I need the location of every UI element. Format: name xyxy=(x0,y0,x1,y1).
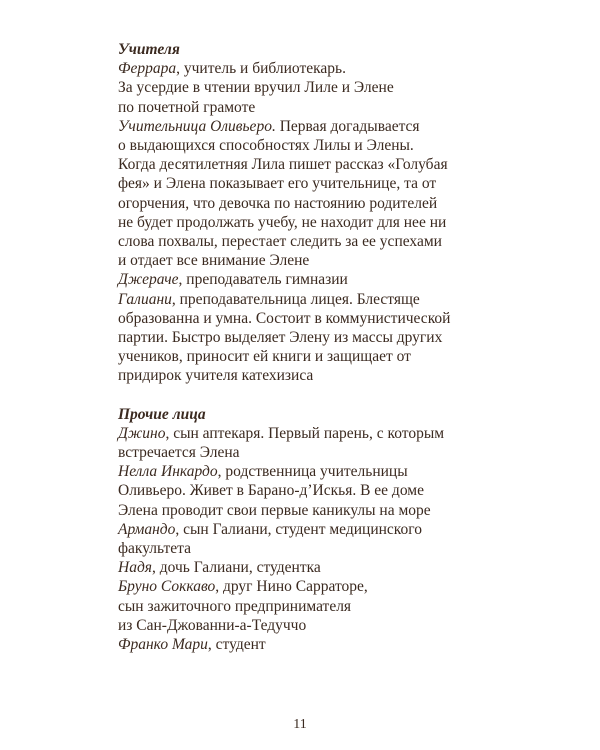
line-text: факультета xyxy=(118,540,192,558)
line-text: сын зажиточного предпринимателя xyxy=(118,597,352,615)
character-name: Надя xyxy=(118,559,152,577)
line-text: образованна и умна. Состоит в коммунистической xyxy=(118,309,451,327)
line-text: , родственница учительницы xyxy=(217,463,408,481)
line-text: придирок учителя катехизиса xyxy=(118,367,314,385)
text-line xyxy=(118,501,558,520)
text-line xyxy=(118,78,558,97)
line-text: и отдает все внимание Элене xyxy=(118,252,310,270)
text-line xyxy=(118,251,558,270)
line-text: Когда десятилетняя Лила пишет рассказ «Голубая xyxy=(118,156,448,174)
line-text: , преподаватель гимназии xyxy=(178,271,348,289)
character-name: Джераче xyxy=(118,271,179,289)
page-content xyxy=(118,40,558,654)
section-teachers xyxy=(118,40,558,386)
page-number: 11 xyxy=(293,717,307,732)
line-text: , студент xyxy=(207,636,266,654)
section-heading: Прочие лица xyxy=(118,405,206,423)
text-line xyxy=(118,213,558,232)
line-text: , друг Нино Сарраторе, xyxy=(215,578,368,596)
line-text: учеников, приносит ей книги и защищает от xyxy=(118,348,411,366)
section-other-persons xyxy=(118,405,558,655)
text-line xyxy=(118,117,558,136)
text-line xyxy=(118,443,558,462)
text-line xyxy=(118,347,558,366)
line-text: За усердие в чтении вручил Лиле и Элене xyxy=(118,79,394,97)
text-line xyxy=(118,194,558,213)
text-line xyxy=(118,539,558,558)
character-name: Галиани xyxy=(118,290,172,308)
text-line xyxy=(118,270,558,289)
character-name: Франко Мари xyxy=(118,636,208,654)
text-line xyxy=(118,174,558,193)
text-line xyxy=(118,481,558,500)
line-text: по почетной грамоте xyxy=(118,98,256,116)
line-text: о выдающихся способностях Лилы и Элены. xyxy=(118,137,414,155)
character-name: Бруно Соккаво xyxy=(118,578,216,596)
line-text: огорчения, что девочка по настоянию родителей xyxy=(118,194,438,212)
line-text: Элена проводит свои первые каникулы на море xyxy=(118,501,431,519)
line-text: партии. Быстро выделяет Элену из массы других xyxy=(118,329,443,347)
section-heading: Учителя xyxy=(118,41,180,58)
line-text: Первая догадывается xyxy=(275,117,420,135)
character-name: Учительница Оливьеро. xyxy=(118,117,276,135)
text-line xyxy=(118,136,558,155)
character-name: Армандо xyxy=(118,520,176,538)
text-line xyxy=(118,577,558,596)
line-text: , дочь Галиани, студентка xyxy=(152,559,321,577)
line-text: , сын Галиани, студент медицинского xyxy=(175,520,423,538)
text-line xyxy=(118,309,558,328)
character-name: Феррара xyxy=(118,60,177,78)
text-line xyxy=(118,424,558,443)
line-text: Оливьеро. Живет в Барано-д’Искья. В ее доме xyxy=(118,482,424,500)
text-line xyxy=(118,462,558,481)
text-line xyxy=(118,232,558,251)
text-line xyxy=(118,155,558,174)
character-name: Нелла Инкардо xyxy=(118,463,218,481)
line-text: , преподавательница лицея. Блестяще xyxy=(171,290,420,308)
line-text: не будет продолжать учебу, не находит для нее ни xyxy=(118,213,447,231)
text-line xyxy=(118,98,558,117)
line-text: , учитель и библиотекарь. xyxy=(176,60,346,78)
text-line xyxy=(118,328,558,347)
line-text: фея» и Элена показывает его учительнице, та от xyxy=(118,175,437,193)
line-text: , сын аптекаря. Первый парень, с которым xyxy=(165,424,445,442)
line-text: встречается Элена xyxy=(118,444,240,462)
section-spacer xyxy=(118,386,558,405)
line-text: слова похвалы, перестает следить за ее успехами xyxy=(118,233,442,251)
text-line xyxy=(118,520,558,539)
line-text: из Сан-Джованни-а-Тедуччо xyxy=(118,616,307,634)
text-line xyxy=(118,635,558,654)
text-line xyxy=(118,59,558,78)
text-line xyxy=(118,597,558,616)
character-name: Джино xyxy=(118,424,166,442)
text-line xyxy=(118,366,558,385)
text-line xyxy=(118,558,558,577)
text-line xyxy=(118,616,558,635)
text-line xyxy=(118,290,558,309)
